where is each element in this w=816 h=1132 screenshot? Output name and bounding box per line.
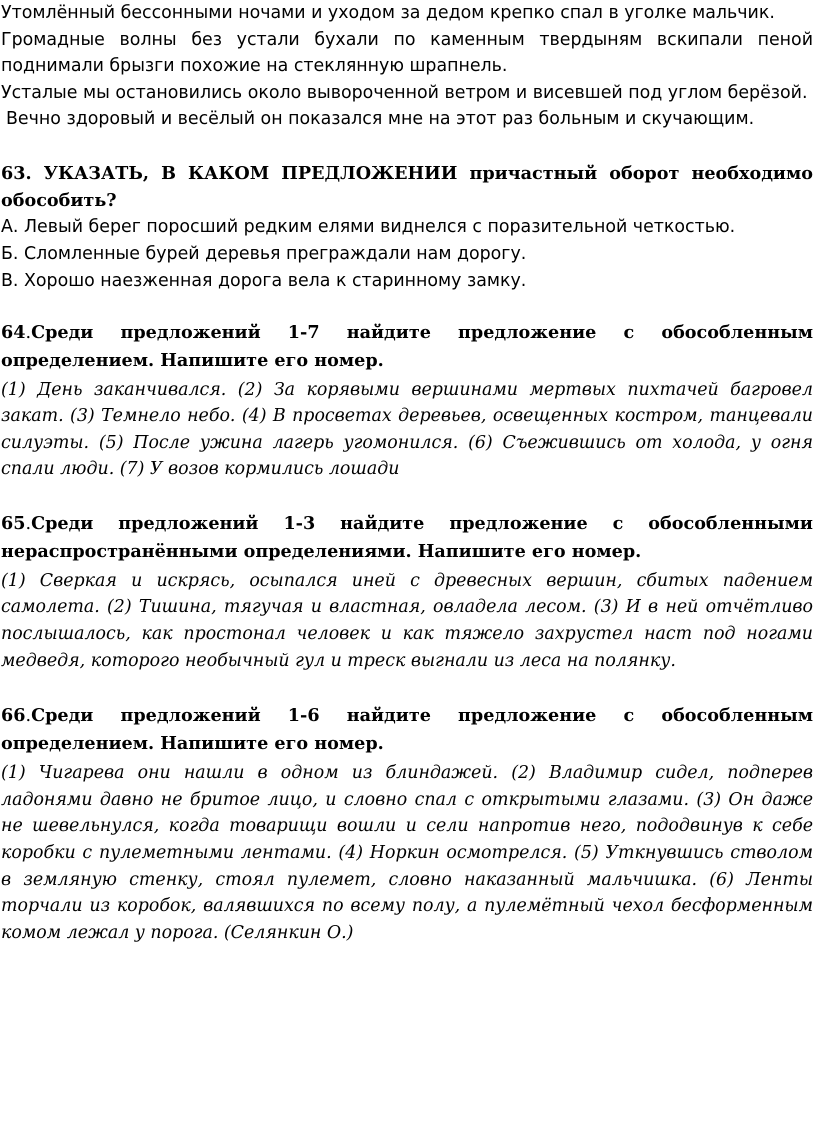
task-63 (1, 160, 813, 295)
task-66-question-text: Среди предложений 1-6 найдите предложение с обособленным определением. Напишите его номер. (1, 705, 813, 755)
task-65 (1, 510, 813, 674)
task-65-number: 65 (1, 512, 26, 534)
task-63-question (1, 160, 813, 214)
task-64-question (1, 319, 813, 374)
intro-sentence-4: Вечно здоровый и весёлый он показался мне на этот раз больным и скучающим. (6, 109, 755, 129)
task-63-question-text: . УКАЗАТЬ, В КАКОМ ПРЕДЛОЖЕНИИ причастный оборот необходимо обособить? (1, 162, 813, 211)
intro-sentence-3: Усталые мы остановились около вывороченной ветром и висевшей под углом берёзой. (1, 82, 808, 103)
task-63-number: 63 (1, 162, 26, 184)
task-63-option-b: Б. Сломленные бурей деревья преграждали нам дорогу. (1, 243, 527, 264)
task-64-number: 64 (1, 321, 26, 343)
task-64-dot: . (25, 322, 32, 343)
task-65-dot: . (25, 513, 32, 534)
task-65-question-text: Среди предложений 1-3 найдите предложение с обособленными нераспространёнными определениями. Напишите его номер. (1, 512, 813, 562)
task-66-number: 66 (1, 705, 26, 727)
task-66-question (1, 702, 813, 757)
intro-sentences (1, 0, 813, 133)
intro-sentence-2: Громадные волны без устали бухали по каменным твердыням вскипали пеной поднимали брызги похожие на стеклянную шрапнель. (1, 29, 813, 76)
task-65-text: (1) Сверкая и искрясь, осыпался иней с древесных вершин, сбитых падением самолета. (2) Тишина, тягучая и властная, овладела лесом. (3) И в ней отчётливо послышалось, как простонал человек и как тяжело захрустел наст под ногами медведя, которого необычный гул и треск выгнали из леса на полянку. (1, 570, 813, 671)
task-64-text: (1) День заканчивался. (2) За корявыми вершинами мертвых пихтачей багровел закат. (3) Темнело небо. (4) В просветах деревьев, освещенных костром, танцевали силуэты. (5) После ужина лагерь угомонился. (6) Съежившись от холода, у огня спали люди. (7) У возов кормились лошади (1, 379, 813, 480)
task-64-question-text: Среди предложений 1-7 найдите предложение с обособленным определением. Напишите его номер. (1, 321, 813, 371)
task-65-question (1, 510, 813, 565)
task-63-option-a: А. Левый берег поросший редким елями виднелся с поразительной четкостью. (1, 216, 736, 237)
task-66-dot: . (25, 706, 32, 727)
task-66-text: (1) Чигарева они нашли в одном из блиндажей. (2) Владимир сидел, подперев ладонями давно не бритое лицо, и словно спал с открытыми глазами. (3) Он даже не шевельнулся, когда товарищи вошли и сели напротив него, пододвинув к себе коробки с пулеметными лентами. (4) Норкин осмотрелся. (5) Уткнувшись стволом в земляную стенку, стоял пулемет, словно наказанный мальчишка. (6) Ленты торчали из коробок, валявшихся по всему полу, а пулемётный чехол бесформенным комом лежал у порога. (Селянкин О.) (1, 763, 813, 943)
task-64 (1, 319, 813, 483)
task-63-option-c: В. Хорошо наезженная дорога вела к старинному замку. (1, 270, 527, 291)
intro-sentence-1: Утомлённый бессонными ночами и уходом за дедом крепко спал в уголке мальчик. (1, 3, 775, 23)
task-66 (1, 702, 813, 946)
